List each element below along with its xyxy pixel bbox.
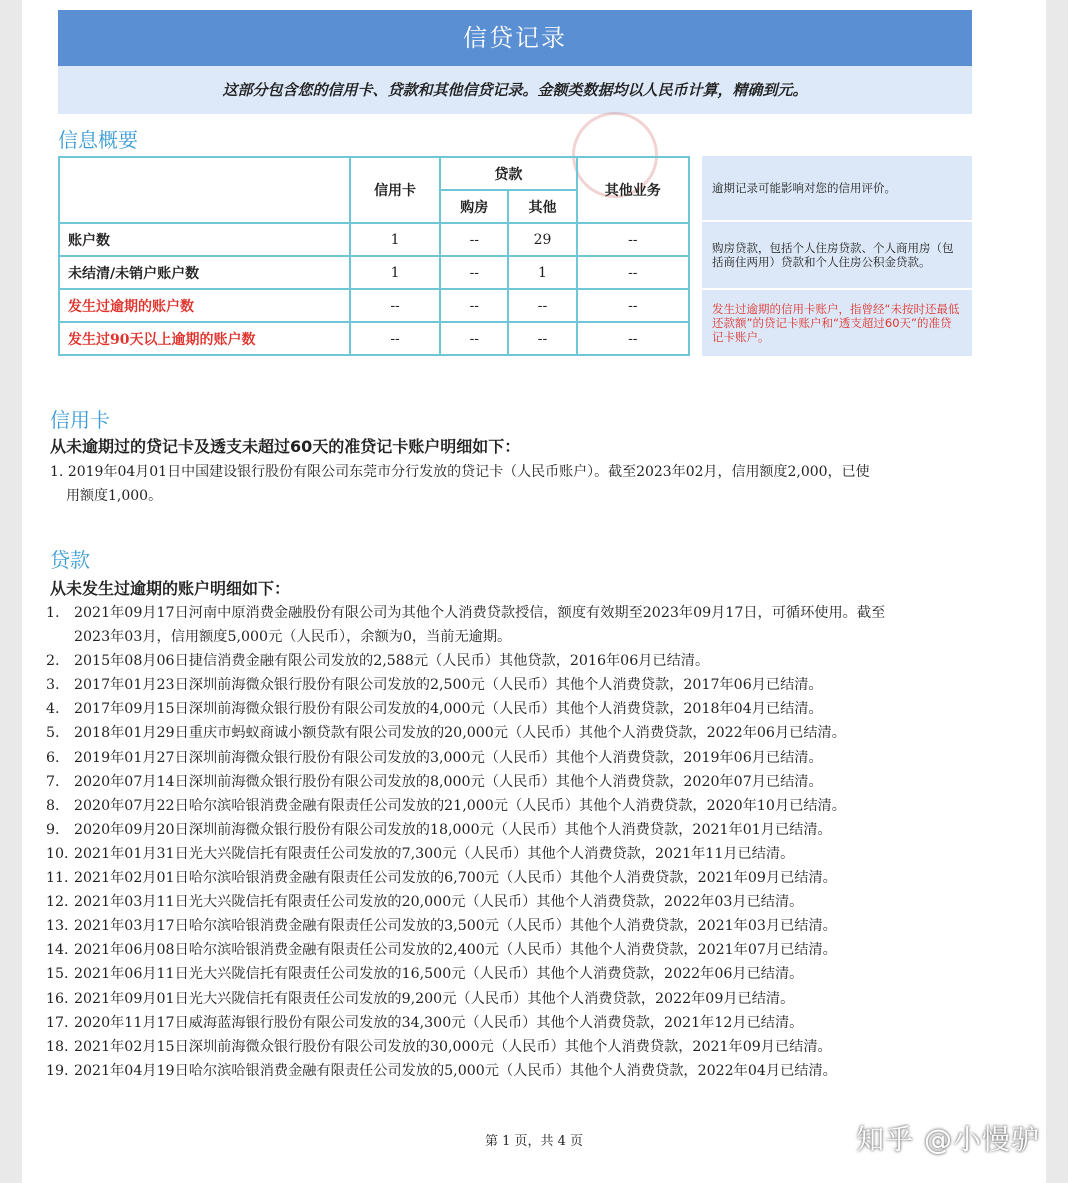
table-row (59, 289, 689, 322)
item-number: 7. (46, 773, 60, 790)
item-text: 2021年06月11日光大兴陇信托有限责任公司发放的16,500元（人民币）其他个人消费贷款，2022年06月已结清。 (74, 966, 804, 983)
row-label: 发生过逾期的账户数 (59, 289, 350, 322)
list-item (46, 938, 976, 962)
section-title-banner: 信贷记录 (58, 10, 972, 66)
item-text: 2021年09月17日河南中原消费金融股份有限公司为其他个人消费贷款授信，额度有效期至2023年09月17日，可循环使用。截至 (74, 605, 886, 621)
table-row (59, 223, 689, 256)
item-text: 2020年07月14日深圳前海微众银行股份有限公司发放的8,000元（人民币）其他个人消费贷款，2020年07月已结清。 (74, 773, 823, 790)
item-number: 16. (46, 990, 69, 1007)
note-housing-loan: 购房贷款，包括个人住房贷款、个人商用房（包括商住两用）贷款和个人住房公积金贷款。 (702, 222, 972, 288)
list-item (46, 721, 976, 745)
item-text: 2021年02月01日哈尔滨哈银消费金融有限责任公司发放的6,700元（人民币）其他个人消费贷款，2021年09月已结清。 (74, 870, 837, 887)
item-text: 2021年02月15日深圳前海微众银行股份有限公司发放的30,000元（人民币）其他个人消费贷款，2021年09月已结清。 (74, 1038, 832, 1055)
note-overdue-card: 发生过逾期的信用卡账户，指曾经“未按时还最低还款额”的贷记卡账户和“透支超过60天”的准贷记卡账户。 (702, 290, 972, 356)
item-number: 3. (46, 677, 60, 694)
item-text: 2017年09月15日深圳前海微众银行股份有限公司发放的4,000元（人民币）其他个人消费贷款，2018年04月已结清。 (74, 701, 823, 718)
page-number: 第 1 页，共 4 页 (484, 1134, 584, 1149)
list-item (46, 842, 976, 866)
item-number: 13. (46, 918, 69, 935)
list-item (46, 962, 976, 986)
cell-cc: -- (350, 322, 440, 355)
cell-biz: -- (577, 322, 689, 355)
col-other-business: 其他业务 (577, 157, 689, 223)
summary-table (58, 156, 690, 356)
item-number: 18. (46, 1038, 69, 1055)
row-label: 账户数 (59, 223, 350, 256)
list-item (46, 601, 976, 649)
list-item (50, 460, 980, 508)
item-number: 5. (46, 725, 60, 742)
cell-housing: -- (440, 322, 508, 355)
item-text: 2020年11月17日威海蓝海银行股份有限公司发放的34,300元（人民币）其他个人消费贷款，2021年12月已结清。 (74, 1014, 804, 1031)
cell-other: -- (508, 322, 576, 355)
list-item (46, 1059, 976, 1083)
list-item (46, 746, 976, 770)
list-item (46, 866, 976, 890)
item-number: 11. (46, 870, 69, 887)
item-text: 2018年01月29日重庆市蚂蚁商诚小额贷款有限公司发放的20,000元（人民币）其他个人消费贷款，2022年06月已结清。 (74, 725, 846, 742)
row-label: 发生过90天以上逾期的账户数 (59, 322, 350, 355)
note-overdue-impact: 逾期记录可能影响对您的信用评价。 (702, 156, 972, 220)
col-other: 其他 (508, 190, 576, 223)
cell-biz: -- (577, 256, 689, 289)
summary-heading: 信息概要 (58, 128, 138, 152)
cell-other: 1 (508, 256, 576, 289)
cell-housing: -- (440, 223, 508, 256)
item-number: 6. (46, 749, 60, 766)
item-text-cont: 2023年03月，信用额度5,000元（人民币），余额为0，当前无逾期。 (74, 629, 512, 646)
item-text: 2019年01月27日深圳前海微众银行股份有限公司发放的3,000元（人民币）其他个人消费贷款，2019年06月已结清。 (74, 749, 823, 766)
row-label: 未结清/未销户账户数 (59, 256, 350, 289)
cell-housing: -- (440, 289, 508, 322)
item-number: 15. (46, 966, 69, 983)
item-text: 2020年07月22日哈尔滨哈银消费金融有限责任公司发放的21,000元（人民币）其他个人消费贷款，2020年10月已结清。 (74, 797, 846, 814)
item-number: 1. (46, 605, 60, 621)
list-item (46, 697, 976, 721)
loans-heading: 贷款 (50, 548, 90, 572)
item-number: 17. (46, 1014, 69, 1031)
cell-housing: -- (440, 256, 508, 289)
item-number: 8. (46, 797, 60, 814)
item-number: 1. (50, 464, 64, 480)
summary-notes (702, 156, 972, 358)
list-item (46, 649, 976, 673)
item-text: 2021年03月11日光大兴陇信托有限责任公司发放的20,000元（人民币）其他个人消费贷款，2022年03月已结清。 (74, 894, 804, 911)
col-credit-card: 信用卡 (350, 157, 440, 223)
list-item (46, 987, 976, 1011)
cell-biz: -- (577, 289, 689, 322)
loan-list (46, 601, 976, 1083)
list-item (46, 1011, 976, 1035)
list-item (46, 794, 976, 818)
list-item (46, 770, 976, 794)
item-text: 2021年04月19日哈尔滨哈银消费金融有限责任公司发放的5,000元（人民币）其他个人消费贷款，2022年04月已结清。 (74, 1062, 837, 1079)
item-text-cont: 用额度1,000。 (66, 488, 163, 504)
item-number: 14. (46, 942, 69, 959)
report-page (22, 0, 1046, 1183)
cell-biz: -- (577, 223, 689, 256)
credit-card-subheading: 从未逾期过的贷记卡及透支未超过60天的准贷记卡账户明细如下： (50, 437, 521, 456)
list-item (46, 914, 976, 938)
credit-card-heading: 信用卡 (50, 408, 110, 432)
list-item (46, 890, 976, 914)
item-text: 2019年04月01日中国建设银行股份有限公司东莞市分行发放的贷记卡（人民币账户）。截至2023年02月，信用额度2,000，已使 (67, 464, 870, 480)
item-number: 10. (46, 845, 69, 862)
list-item (46, 673, 976, 697)
item-text: 2021年03月17日哈尔滨哈银消费金融有限责任公司发放的3,500元（人民币）其他个人消费贷款，2021年03月已结清。 (74, 918, 837, 935)
item-number: 19. (46, 1062, 69, 1079)
item-text: 2021年09月01日光大兴陇信托有限责任公司发放的9,200元（人民币）其他个人消费贷款，2022年09月已结清。 (74, 990, 795, 1007)
watermark: 知乎 @小慢驴 (856, 1123, 1040, 1156)
list-item (46, 1035, 976, 1059)
item-text: 2017年01月23日深圳前海微众银行股份有限公司发放的2,500元（人民币）其他个人消费贷款，2017年06月已结清。 (74, 677, 823, 694)
item-number: 9. (46, 821, 60, 838)
cell-other: 29 (508, 223, 576, 256)
loans-subheading: 从未发生过逾期的账户明细如下： (50, 579, 291, 598)
intro-text: 这部分包含您的信用卡、贷款和其他信贷记录。金额类数据均以人民币计算，精确到元。 (58, 66, 972, 114)
table-corner (59, 157, 350, 223)
cell-other: -- (508, 289, 576, 322)
item-number: 2. (46, 653, 60, 670)
cell-cc: 1 (350, 223, 440, 256)
item-text: 2021年01月31日光大兴陇信托有限责任公司发放的7,300元（人民币）其他个人消费贷款，2021年11月已结清。 (74, 845, 795, 862)
item-text: 2020年09月20日深圳前海微众银行股份有限公司发放的18,000元（人民币）其他个人消费贷款，2021年01月已结清。 (74, 821, 832, 838)
item-number: 12. (46, 894, 69, 911)
item-text: 2015年08月06日捷信消费金融有限公司发放的2,588元（人民币）其他贷款，2016年06月已结清。 (74, 653, 710, 670)
list-item (46, 818, 976, 842)
table-row (59, 256, 689, 289)
col-housing: 购房 (440, 190, 508, 223)
item-text: 2021年06月08日哈尔滨哈银消费金融有限责任公司发放的2,400元（人民币）其他个人消费贷款，2021年07月已结清。 (74, 942, 837, 959)
cell-cc: -- (350, 289, 440, 322)
cell-cc: 1 (350, 256, 440, 289)
table-row (59, 322, 689, 355)
col-loan: 贷款 (440, 157, 576, 190)
item-number: 4. (46, 701, 60, 718)
